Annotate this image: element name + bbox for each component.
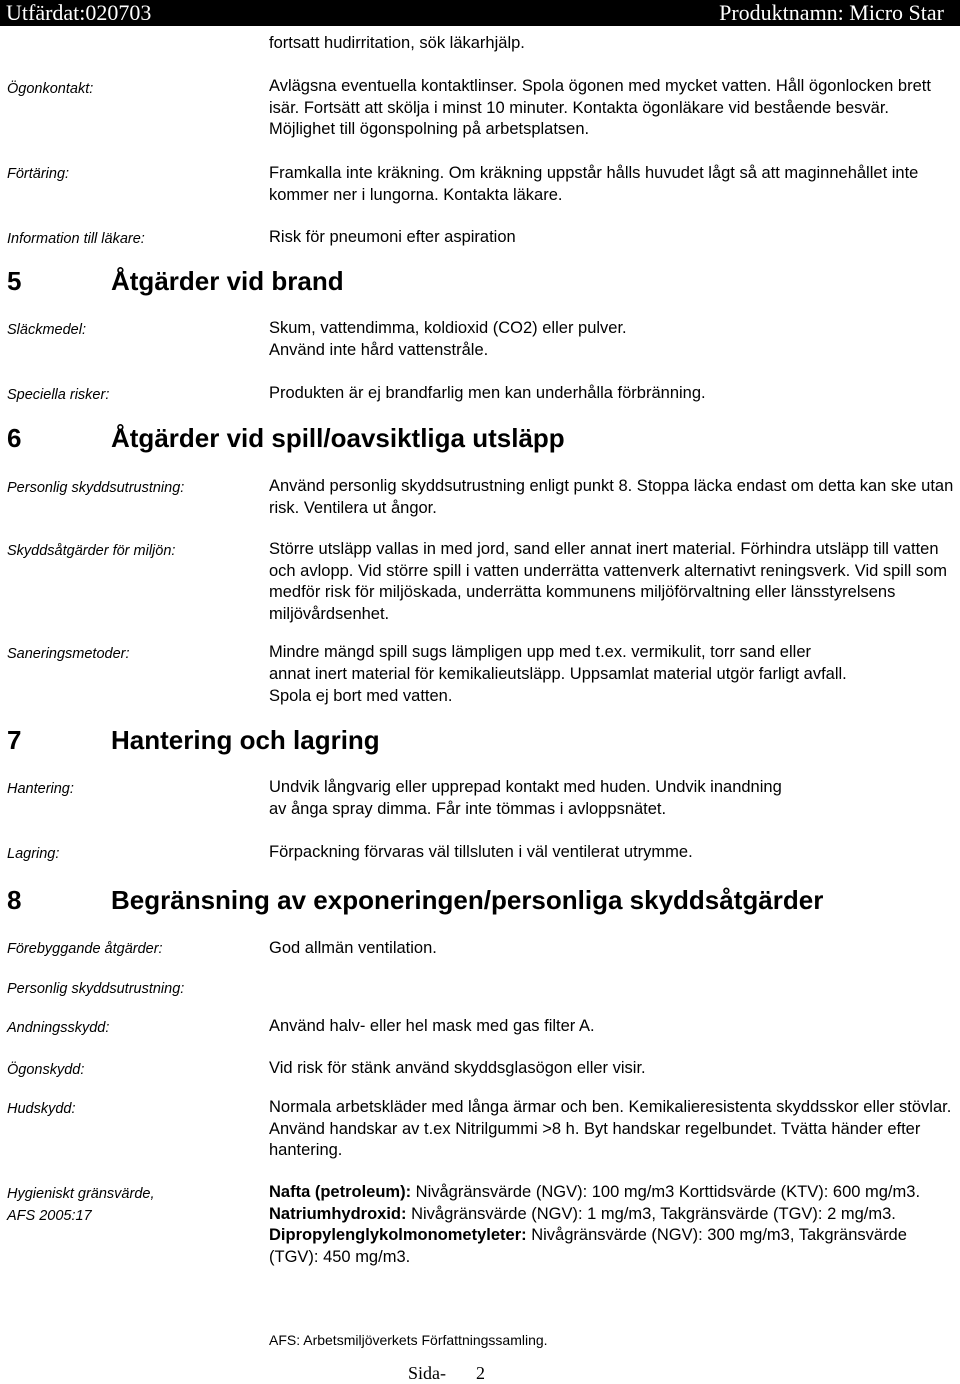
limit-entry bbox=[269, 1225, 954, 1268]
spill-ppe-text: Använd personlig skyddsutrustning enligt punkt 8. Stoppa läcka endast om detta kan ske utan risk. Ventilera ut ångor. bbox=[269, 477, 954, 517]
limit-substance: Nafta (petroleum): bbox=[269, 1183, 412, 1201]
skin-protection-text: Normala arbetskläder med långa ärmar och ben. Kemikalieresistenta skyddsskor eller stövlar. Använd handskar av t.ex Nitrilgummi >8 h. Byt handskar regelbundet. Tvätta händer efter hantering. bbox=[269, 1098, 952, 1159]
environment-text: Större utsläpp vallas in med jord, sand eller annat inert material. Förhindra utsläpp till vatten och avlopp. Vid större spill i vatten underrätta vattenverk alternativt reningsverk. Vid spill som medför risk för miljöskada, underrätta kommunens miljöförvaltning eller länsstyrelsens miljövårdsenhet. bbox=[269, 540, 948, 623]
limit-values: Nivågränsvärde (NGV): 300 mg/m3, Takgränsvärde (TGV): 450 mg/m3. bbox=[269, 1226, 907, 1266]
doctor-info-label: Information till läkare: bbox=[7, 231, 145, 247]
limit-values: Nivågränsvärde (NGV): 100 mg/m3 Korttidsvärde (KTV): 600 mg/m3. bbox=[411, 1183, 921, 1201]
storage-text: Förpackning förvaras väl tillsluten i väl ventilerat utrymme. bbox=[269, 843, 693, 861]
limit-entry bbox=[269, 1204, 954, 1226]
handling-label: Hantering: bbox=[7, 781, 74, 797]
section-title: Åtgärder vid spill/oavsiktliga utsläpp bbox=[111, 423, 565, 453]
section-6-heading bbox=[7, 423, 565, 453]
cleanup-text-line1: Mindre mängd spill sugs lämpligen upp med t.ex. vermikulit, torr sand eller bbox=[269, 643, 811, 661]
extinguishing-text-line1: Skum, vattendimma, koldioxid (CO2) eller pulver. bbox=[269, 319, 627, 337]
exposure-limits bbox=[269, 1182, 954, 1268]
exposure-limit-label-1: Hygieniskt gränsvärde, bbox=[7, 1186, 155, 1202]
page-label: Sida- bbox=[408, 1363, 446, 1383]
respiratory-text: Använd halv- eller hel mask med gas filter A. bbox=[269, 1017, 595, 1035]
extinguishing-text-line2: Använd inte hård vattenstråle. bbox=[269, 341, 489, 359]
handling-text-line1: Undvik långvarig eller upprepad kontakt med huden. Undvik inandning bbox=[269, 778, 782, 796]
page-header bbox=[0, 0, 960, 26]
eye-protection-label: Ögonskydd: bbox=[7, 1062, 85, 1078]
limit-values: Nivågränsvärde (NGV): 1 mg/m3, Takgränsvärde (TGV): 2 mg/m3. bbox=[406, 1204, 896, 1223]
respiratory-label: Andningsskydd: bbox=[7, 1020, 110, 1036]
section-title: Begränsning av exponeringen/personliga skyddsåtgärder bbox=[111, 885, 824, 915]
eye-protection-text: Vid risk för stänk använd skyddsglasögon eller visir. bbox=[269, 1059, 646, 1077]
limit-substance: Dipropylenglykolmonometyleter: bbox=[269, 1226, 527, 1244]
special-risks-label: Speciella risker: bbox=[7, 387, 110, 403]
section-number: 8 bbox=[7, 885, 22, 915]
cleanup-text-line3: Spola ej bort med vatten. bbox=[269, 687, 453, 705]
afs-note: AFS: Arbetsmiljöverkets Författningssamling. bbox=[269, 1332, 548, 1348]
eye-contact-label: Ögonkontakt: bbox=[7, 81, 94, 97]
personal-protection-label: Personlig skyddsutrustning: bbox=[7, 981, 185, 997]
limit-substance: Natriumhydroxid: bbox=[269, 1204, 407, 1223]
section-5-heading bbox=[7, 266, 344, 296]
preventive-label: Förebyggande åtgärder: bbox=[7, 941, 163, 957]
section-title: Hantering och lagring bbox=[111, 725, 380, 755]
ingestion-text: Framkalla inte kräkning. Om kräkning uppstår hålls huvudet lågt så att maginnehållet inte kommer ner i lungorna. Kontakta läkare. bbox=[269, 164, 919, 204]
ingestion-label: Förtäring: bbox=[7, 166, 70, 182]
preventive-text: God allmän ventilation. bbox=[269, 939, 437, 957]
cleanup-text-line2: annat inert material för kemikalieutsläpp. Uppsamlat material utgör farligt avfall. bbox=[269, 665, 847, 683]
doctor-info-text: Risk för pneumoni efter aspiration bbox=[269, 228, 516, 246]
section-7-heading bbox=[7, 725, 380, 755]
section-number: 6 bbox=[7, 423, 22, 453]
spill-ppe-label: Personlig skyddsutrustning: bbox=[7, 480, 185, 496]
environment-label: Skyddsåtgärder för miljön: bbox=[7, 543, 176, 559]
limit-entry bbox=[269, 1182, 954, 1204]
extinguishing-label: Släckmedel: bbox=[7, 322, 86, 338]
issued-date: Utfärdat:020703 bbox=[6, 0, 152, 25]
eye-contact-text: Avlägsna eventuella kontaktlinser. Spola ögonen med mycket vatten. Håll ögonlocken brett isär. Fortsätt att skölja i minst 10 minuter. Kontakta ögonläkare vid bestående besvär. Möjlighet till ögonspolning på arbetsplatsen. bbox=[269, 77, 931, 138]
product-name: Produktnamn: Micro Star bbox=[719, 0, 944, 25]
section-8-heading bbox=[7, 885, 823, 915]
skin-contact-continuation: fortsatt hudirritation, sök läkarhjälp. bbox=[269, 34, 525, 52]
section-number: 5 bbox=[7, 266, 22, 296]
skin-protection-label: Hudskydd: bbox=[7, 1101, 76, 1117]
cleanup-label: Saneringsmetoder: bbox=[7, 646, 130, 662]
section-title: Åtgärder vid brand bbox=[111, 266, 344, 296]
page-number: 2 bbox=[476, 1363, 485, 1383]
storage-label: Lagring: bbox=[7, 846, 60, 862]
exposure-limit-label-2: AFS 2005:17 bbox=[7, 1208, 92, 1224]
special-risks-text: Produkten är ej brandfarlig men kan underhålla förbränning. bbox=[269, 384, 706, 402]
handling-text-line2: av ånga spray dimma. Får inte tömmas i avloppsnätet. bbox=[269, 800, 667, 818]
section-number: 7 bbox=[7, 725, 22, 755]
